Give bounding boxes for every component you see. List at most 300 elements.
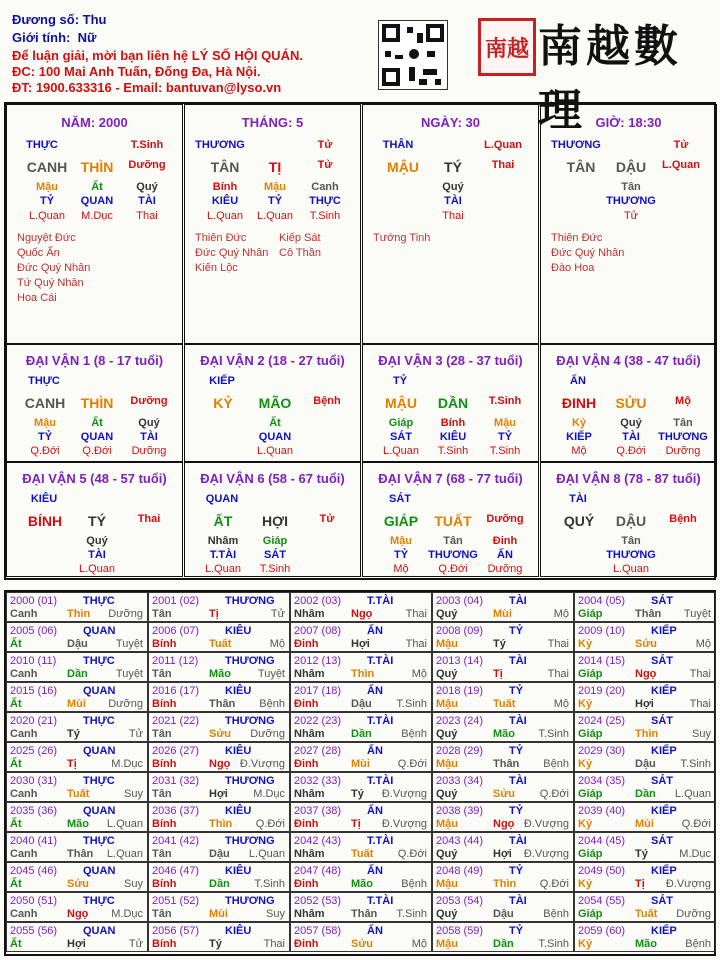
year-branch: Thân <box>67 848 94 860</box>
dai-van-main-2: Thai <box>137 513 161 525</box>
dai-van-5 <box>6 462 183 577</box>
year-cell <box>574 832 716 862</box>
year-star: SÁT <box>651 895 673 907</box>
year-cell <box>290 892 432 922</box>
year-star: TÀI <box>509 595 527 607</box>
year-state: Suy <box>692 728 711 740</box>
year-star: T.TÀI <box>367 775 394 787</box>
year-state: Đ.Vượng <box>381 788 427 800</box>
year-stem: Kỷ <box>578 698 593 710</box>
year-state: M.Dục <box>111 758 143 770</box>
year-label: 2045 (46) <box>10 865 58 877</box>
pillar-main-2: Tử <box>317 159 333 171</box>
dai-van-main-2: Dưỡng <box>486 513 524 525</box>
year-branch: Thân <box>635 608 662 620</box>
dai-van-1 <box>6 344 183 462</box>
year-cell <box>290 832 432 862</box>
year-state: Thai <box>547 638 569 650</box>
year-cell <box>148 802 290 832</box>
dai-van-main-1: SỬU <box>615 395 647 411</box>
dai-van-title: ĐẠI VẬN 3 (28 - 37 tuổi) <box>378 353 523 368</box>
year-stem: Nhâm <box>294 788 325 800</box>
year-branch: Sửu <box>493 788 516 800</box>
year-star: KIÊU <box>225 625 252 637</box>
star-item: Quốc Ấn <box>17 247 60 259</box>
year-state: Dưỡng <box>108 698 143 710</box>
year-branch: Thân <box>351 908 378 920</box>
year-stem: Bính <box>152 878 177 890</box>
pillar-main-1: TỊ <box>268 159 282 175</box>
year-label: 2026 (27) <box>152 745 200 757</box>
year-stem: Mậu <box>436 938 458 950</box>
year-state: Suy <box>124 788 143 800</box>
year-cell <box>290 652 432 682</box>
dai-van-state-2: Dưỡng <box>131 445 167 457</box>
year-state: Q.Đới <box>539 878 569 890</box>
dai-van-star: THỰC <box>28 375 60 387</box>
dai-van-main-2: Bệnh <box>313 395 341 407</box>
pillar-main-1: THÌN <box>80 159 114 175</box>
dai-van-god-1: KIÊU <box>439 431 467 443</box>
year-grid <box>4 590 716 956</box>
year-cell <box>432 862 574 892</box>
year-label: 2037 (38) <box>294 805 342 817</box>
year-star: THƯƠNG <box>225 775 275 787</box>
year-branch: Tý <box>209 938 222 950</box>
pillar-stars <box>17 231 90 306</box>
year-state: Thai <box>405 608 427 620</box>
year-stem: Quý <box>436 848 458 860</box>
year-label: 2006 (07) <box>152 625 200 637</box>
dai-van-main-1: MÃO <box>258 395 292 411</box>
year-stem: Mậu <box>436 638 458 650</box>
brand-logo: 南越數理 <box>538 21 682 136</box>
year-star: KIÊU <box>225 745 252 757</box>
year-star: KIẾP <box>651 685 677 697</box>
year-state: Dưỡng <box>676 908 711 920</box>
year-branch: Tị <box>209 608 219 620</box>
dai-van-state-0: Q.Đới <box>30 445 60 457</box>
year-cell <box>432 682 574 712</box>
year-state: Đ.Vượng <box>381 818 427 830</box>
year-star: T.TÀI <box>367 895 394 907</box>
year-state: Đ.Vượng <box>239 758 285 770</box>
dai-van-star: SÁT <box>389 493 411 505</box>
year-cell <box>290 682 432 712</box>
year-star: TÀI <box>509 835 527 847</box>
year-cell <box>148 682 290 712</box>
year-star: THỰC <box>83 655 115 667</box>
year-stem: Đinh <box>294 938 319 950</box>
pillar-state-1: Tử <box>623 210 639 222</box>
year-star: KIẾP <box>651 625 677 637</box>
pillar-top-state: L.Quan <box>484 139 522 151</box>
pillar-main-1: TÝ <box>444 159 462 175</box>
pillar-main-2: Dưỡng <box>128 159 166 171</box>
year-state: M.Dục <box>111 908 143 920</box>
pillar-top-state: Tử <box>673 139 689 151</box>
year-state: Bệnh <box>685 938 711 950</box>
pillar-title: NĂM: 2000 <box>61 115 128 130</box>
year-branch: Dậu <box>635 758 656 770</box>
year-branch: Tý <box>493 638 506 650</box>
star-item: Thiên Đức <box>195 232 247 244</box>
year-stem: Quý <box>436 608 458 620</box>
year-state: T.Sinh <box>396 908 427 920</box>
year-branch: Ngọ <box>635 668 657 680</box>
year-state: Suy <box>124 878 143 890</box>
year-branch: Mùi <box>209 908 228 920</box>
pillar-hidden-1: Tân <box>621 181 641 193</box>
dai-van-star: TÀI <box>569 493 587 505</box>
pillar-main-2: Thai <box>491 159 515 171</box>
pillar-top-star: THỰC <box>26 139 58 151</box>
year-label: 2054 (55) <box>578 895 626 907</box>
pillar-stars <box>195 231 268 276</box>
year-label: 2001 (02) <box>152 595 200 607</box>
year-label: 2022 (23) <box>294 715 342 727</box>
year-stem: Ất <box>10 758 22 770</box>
year-label: 2020 (21) <box>10 715 58 727</box>
year-cell <box>432 592 574 622</box>
pillar-state-0: L.Quan <box>206 210 244 222</box>
year-branch: Mão <box>493 728 515 740</box>
year-stem: Bính <box>152 758 177 770</box>
year-stem: Canh <box>10 908 38 920</box>
year-state: Tuyệt <box>115 638 143 650</box>
year-cell <box>290 922 432 952</box>
dai-van-main-2: Dưỡng <box>130 395 168 407</box>
dai-van-god-1: THƯƠNG <box>606 549 656 561</box>
year-label: 2023 (24) <box>436 715 484 727</box>
pillar-state-1: Thai <box>442 210 464 222</box>
year-cell <box>432 622 574 652</box>
year-star: QUAN <box>83 685 116 697</box>
year-label: 2036 (37) <box>152 805 200 817</box>
year-state: Suy <box>266 908 285 920</box>
dai-van-state-1: L.Quan <box>78 563 116 575</box>
pillar-top-state: Tử <box>317 139 333 151</box>
year-star: ẤN <box>367 685 383 697</box>
year-label: 2010 (11) <box>10 655 57 667</box>
year-stem: Nhâm <box>294 848 325 860</box>
year-branch: Hợi <box>209 788 228 800</box>
dai-van-state-1: Q.Đới <box>438 563 468 575</box>
dai-van-hidden-0: Kỷ <box>571 417 587 429</box>
year-cell <box>432 922 574 952</box>
year-stem: Giáp <box>578 608 603 620</box>
year-branch: Mùi <box>493 608 512 620</box>
year-state: Thai <box>689 698 711 710</box>
dai-van-main-0: BÍNH <box>27 513 63 529</box>
year-stem: Đinh <box>294 878 319 890</box>
year-label: 2000 (01) <box>10 595 58 607</box>
year-branch: Dậu <box>209 848 230 860</box>
year-label: 2008 (09) <box>436 625 484 637</box>
year-star: KIÊU <box>225 925 252 937</box>
year-branch: Tị <box>635 878 645 890</box>
year-state: Mộ <box>695 638 711 650</box>
year-label: 2049 (50) <box>578 865 626 877</box>
star-item: Tướng Tinh <box>373 232 431 244</box>
year-label: 2047 (48) <box>294 865 342 877</box>
pillar-hidden-0: Bính <box>212 181 238 193</box>
year-cell <box>432 652 574 682</box>
year-star: THƯƠNG <box>225 895 275 907</box>
pillar-title: NGÀY: 30 <box>421 115 480 130</box>
year-cell <box>6 712 148 742</box>
dai-van-title: ĐẠI VẬN 7 (68 - 77 tuổi) <box>378 471 523 486</box>
pillar-god-1: THƯƠNG <box>606 195 656 207</box>
year-branch: Hợi <box>351 638 370 650</box>
year-label: 2007 (08) <box>294 625 342 637</box>
pillar-state-2: Thai <box>136 210 158 222</box>
dai-van-hidden-1: Giáp <box>262 535 288 547</box>
pillar-hidden-1: Quý <box>442 181 464 193</box>
year-branch: Thân <box>493 758 520 770</box>
year-stem: Tân <box>152 728 172 740</box>
year-state: T.Sinh <box>396 698 427 710</box>
year-star: ẤN <box>367 625 383 637</box>
year-star: TỶ <box>509 805 524 817</box>
year-state: Bệnh <box>401 878 427 890</box>
dai-van-main-2: Bệnh <box>669 513 697 525</box>
dai-van-star: TỶ <box>392 375 408 387</box>
year-cell <box>574 592 716 622</box>
year-cell <box>148 712 290 742</box>
year-cell <box>6 892 148 922</box>
pillar-state-1: M.Dục <box>81 210 113 222</box>
year-star: THỰC <box>83 775 115 787</box>
star-item: Kiến Lộc <box>195 262 238 274</box>
pillar-main-0: MẬU <box>387 159 419 175</box>
year-label: 2019 (20) <box>578 685 626 697</box>
year-label: 2051 (52) <box>152 895 200 907</box>
dai-van-6 <box>184 462 361 577</box>
year-cell <box>574 922 716 952</box>
dai-van-star: KIẾP <box>209 375 235 387</box>
year-label: 2014 (15) <box>578 655 626 667</box>
year-cell <box>574 622 716 652</box>
pillar-top-star: THÂN <box>382 139 414 151</box>
year-stem: Tân <box>152 908 172 920</box>
year-cell <box>148 592 290 622</box>
star-item: Đức Quý Nhân <box>551 247 625 259</box>
year-star: THƯƠNG <box>225 655 275 667</box>
year-stem: Canh <box>10 608 38 620</box>
year-state: Tuyệt <box>115 668 143 680</box>
year-label: 2028 (29) <box>436 745 484 757</box>
year-label: 2033 (34) <box>436 775 484 787</box>
year-stem: Ất <box>10 638 22 650</box>
dai-van-state-1: Q.Đới <box>82 445 112 457</box>
year-label: 2034 (35) <box>578 775 626 787</box>
year-label: 2024 (25) <box>578 715 626 727</box>
year-branch: Mão <box>209 668 231 680</box>
dai-van-main-0: KỶ <box>213 395 233 411</box>
contact-line: Để luận giải, mời bạn liên hệ LÝ SỐ HỘI QUÁN. <box>12 48 303 63</box>
year-cell <box>290 772 432 802</box>
dai-van-god-1: TÀI <box>622 431 640 443</box>
dai-van-title: ĐẠI VẬN 4 (38 - 47 tuổi) <box>556 353 701 368</box>
dai-van-god-1: SÁT <box>264 549 286 561</box>
pillar-top-star: THƯƠNG <box>195 139 245 151</box>
pillar-grid <box>4 102 716 580</box>
year-branch: Sửu <box>635 638 658 650</box>
year-stem: Mậu <box>436 818 458 830</box>
year-stem: Giáp <box>578 668 603 680</box>
year-state: Đ.Vượng <box>523 818 569 830</box>
year-label: 2030 (31) <box>10 775 58 787</box>
year-cell <box>6 772 148 802</box>
qr-code-icon <box>378 20 448 90</box>
year-label: 2050 (51) <box>10 895 58 907</box>
year-stem: Canh <box>10 668 38 680</box>
dai-van-2 <box>184 344 361 462</box>
year-branch: Dần <box>635 788 656 800</box>
year-stem: Kỷ <box>578 758 593 770</box>
year-stem: Tân <box>152 608 172 620</box>
dai-van-state-0: L.Quan <box>204 563 242 575</box>
year-star: QUAN <box>83 745 116 757</box>
year-cell <box>574 862 716 892</box>
year-state: Thai <box>547 668 569 680</box>
year-star: QUAN <box>83 625 116 637</box>
year-stem: Nhâm <box>294 908 325 920</box>
year-cell <box>574 802 716 832</box>
year-star: ẤN <box>367 805 383 817</box>
year-stem: Ất <box>10 698 22 710</box>
year-branch: Tý <box>351 788 364 800</box>
year-branch: Thân <box>209 698 236 710</box>
year-cell <box>148 622 290 652</box>
year-branch: Tý <box>635 848 648 860</box>
year-stem: Canh <box>10 788 38 800</box>
pillar-stars-2 <box>279 231 321 261</box>
dai-van-main-2: Tử <box>319 513 335 525</box>
dai-van-main-0: QUÝ <box>563 513 595 529</box>
dai-van-8 <box>540 462 717 577</box>
pillar-state-0: L.Quan <box>28 210 66 222</box>
year-stem: Mậu <box>436 878 458 890</box>
year-label: 2035 (36) <box>10 805 58 817</box>
year-stem: Giáp <box>578 788 603 800</box>
year-star: ẤN <box>367 745 383 757</box>
pillar-main-0: TÂN <box>566 159 596 175</box>
pillar-title: THÁNG: 5 <box>241 115 304 130</box>
year-star: THỰC <box>83 595 115 607</box>
year-stem: Nhâm <box>294 668 325 680</box>
year-label: 2031 (32) <box>152 775 200 787</box>
dai-van-main-1: HỢI <box>262 513 288 529</box>
year-state: Tử <box>128 728 143 740</box>
year-stem: Kỷ <box>578 818 593 830</box>
year-cell <box>148 862 290 892</box>
year-stem: Nhâm <box>294 608 325 620</box>
year-star: TỶ <box>509 925 524 937</box>
year-stem: Đinh <box>294 818 319 830</box>
year-cell <box>432 892 574 922</box>
year-state: T.Sinh <box>254 878 285 890</box>
year-state: Đ.Vượng <box>665 878 711 890</box>
year-state: Dưỡng <box>108 608 143 620</box>
year-label: 2040 (41) <box>10 835 58 847</box>
pillar-god-2: THỰC <box>309 195 341 207</box>
year-label: 2025 (26) <box>10 745 58 757</box>
dai-van-main-0: MẬU <box>385 395 417 411</box>
pillar-3 <box>540 104 717 344</box>
year-branch: Tị <box>493 668 503 680</box>
year-star: THƯƠNG <box>225 595 275 607</box>
dai-van-god-2: TỶ <box>497 431 513 443</box>
year-state: Bệnh <box>543 758 569 770</box>
dai-van-state-2: Dưỡng <box>487 563 523 575</box>
year-branch: Hợi <box>635 698 654 710</box>
year-cell <box>148 832 290 862</box>
dai-van-main-0: GIÁP <box>383 513 419 529</box>
dai-van-god-0: TỶ <box>37 431 53 443</box>
dai-van-star: KIÊU <box>30 493 58 505</box>
dai-van-star: ẤN <box>570 375 586 387</box>
year-state: Mộ <box>269 638 285 650</box>
dai-van-main-1: DẬU <box>615 513 647 529</box>
dai-van-hidden-2: Quý <box>138 417 160 429</box>
year-branch: Thìn <box>493 878 517 890</box>
dai-van-god-1: THƯƠNG <box>428 549 478 561</box>
year-branch: Thìn <box>351 668 375 680</box>
year-cell <box>290 742 432 772</box>
year-cell <box>148 772 290 802</box>
year-cell <box>148 742 290 772</box>
pillar-top-state: T.Sinh <box>130 139 164 151</box>
year-label: 2052 (53) <box>294 895 342 907</box>
year-label: 2056 (57) <box>152 925 200 937</box>
star-item: Nguyệt Đức <box>17 232 76 244</box>
year-star: T.TÀI <box>367 835 394 847</box>
dai-van-god-1: QUAN <box>258 431 292 443</box>
year-stem: Ất <box>10 938 22 950</box>
year-branch: Mùi <box>351 758 370 770</box>
year-state: T.Sinh <box>538 938 569 950</box>
year-label: 2053 (54) <box>436 895 484 907</box>
year-state: T.Sinh <box>680 758 711 770</box>
dai-van-main-1: THÌN <box>80 395 114 411</box>
year-star: SÁT <box>651 775 673 787</box>
year-cell <box>574 712 716 742</box>
year-branch: Thìn <box>635 728 659 740</box>
year-branch: Tị <box>67 758 77 770</box>
year-star: T.TÀI <box>367 715 394 727</box>
year-stem: Quý <box>436 908 458 920</box>
pillar-main-0: TÂN <box>210 159 240 175</box>
year-stem: Ất <box>10 878 22 890</box>
address-line: ĐC: 100 Mai Anh Tuấn, Đống Đa, Hà Nội. <box>12 64 261 79</box>
year-star: KIÊU <box>225 865 252 877</box>
year-stem: Kỷ <box>578 878 593 890</box>
dai-van-hidden-1: Bính <box>440 417 466 429</box>
year-cell <box>432 832 574 862</box>
year-branch: Sửu <box>67 878 90 890</box>
duong-so-line: Đương số: Thu <box>12 12 107 27</box>
year-branch: Dần <box>351 728 372 740</box>
dai-van-state-1: T.Sinh <box>437 445 469 457</box>
dai-van-state-1: T.Sinh <box>259 563 291 575</box>
dai-van-main-1: TÝ <box>88 513 106 529</box>
year-branch: Hợi <box>67 938 86 950</box>
year-label: 2012 (13) <box>294 655 342 667</box>
year-label: 2027 (28) <box>294 745 342 757</box>
year-state: Thai <box>263 938 285 950</box>
